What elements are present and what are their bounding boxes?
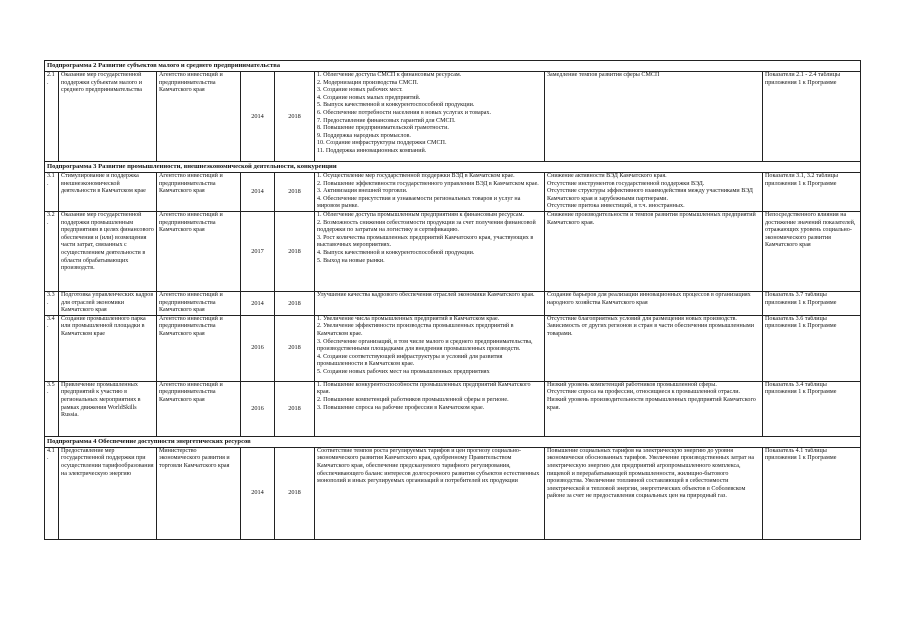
consequence-line: Создание барьеров для реализации инновационных процессов в организациях народного хозяйства Камчатского края — [547, 291, 751, 306]
result-line: 11. Поддержка инновационных компаний. — [317, 147, 427, 154]
result-line: 1. Облегчение доступа СМСП к финансовым ресурсам. — [317, 72, 462, 78]
measure-name: Стимулирование и поддержка внешнеэкономической деятельности в Камчатском крае — [59, 173, 157, 212]
consequence-line: Отсутствие инструментов государственной поддержки ВЭД. — [547, 180, 705, 187]
result-line: 5. Выход на новые рынки. — [317, 257, 385, 264]
start-year: 2016 — [241, 381, 275, 436]
measure-number: 3.4. — [45, 315, 59, 381]
result-line: 5. Создание новых рабочих мест на промышленных предприятиях — [317, 368, 490, 375]
end-year: 2018 — [275, 173, 315, 212]
indicator-link: Показатели 2.1 - 2.4 таблицы приложения 1 к Программе — [763, 72, 861, 162]
result-line: 2. Повышение компетенций работников промышленной сферы в регионе. — [317, 396, 509, 403]
result-line: 6. Обеспечение потребности населения в новых услугах и товарах. — [317, 109, 491, 116]
consequences-of-non-implementation — [545, 381, 763, 436]
consequence-line: Снижение производительности и темпов развития промышленных предприятий Камчатского края. — [547, 211, 756, 226]
consequence-line: Отсутствие спроса на профессии, относящиеся к промышленной отрасли. Низкий уровень производительности промышленных предприятий Камчатского края. — [547, 389, 756, 411]
result-line: 1. Увеличение числа промышленных предприятий в Камчатском крае. — [317, 315, 500, 322]
start-year: 2017 — [241, 211, 275, 291]
consequences-of-non-implementation — [545, 72, 763, 162]
measure-name: Создание промышленного парка или промышленной площадки в Камчатском крае — [59, 315, 157, 381]
measure-name: Предоставление мер государственной поддержки при осуществлении тарифообразования на электрическую энергию — [59, 447, 157, 539]
indicator-link: Показатели 3.1, 3.2 таблицы приложения 1 к Программе — [763, 173, 861, 212]
program-measures-document — [44, 60, 860, 540]
subprogram-title: Подпрограмма 4 Обеспечение доступности энергетических ресурсов — [45, 436, 861, 447]
measures-table — [44, 60, 861, 540]
result-line: Соответствие темпов роста регулируемых тарифов и цен прогнозу социально-экономического развития Камчатского края, одобренному Правительством Камчатского края, обеспечение предсказуемого тарифного регулирования, обеспечивающего баланс интересов долгосрочного развития субъектов естественных монополий и иных регулируемых организаций и потребителей их продукции — [317, 447, 540, 485]
consequence-line: Отсутствие благоприятных условий для размещения новых производств. Зависимость от других регионов и стран в части обеспечения промышленными товарами. — [547, 315, 754, 337]
indicator-link: Показатель 4.1 таблицы приложения 1 к Программе — [763, 447, 861, 539]
start-year: 2016 — [241, 315, 275, 381]
consequences-of-non-implementation — [545, 447, 763, 539]
result-line: 2. Повышение эффективности государственного управления ВЭД в Камчатском крае. — [317, 180, 539, 187]
measure-name: Оказание мер государственной поддержки промышленным предприятиям в целях финансового обеспечения и (или) возмещения части затрат, связанных с осуществлением деятельности в области обрабатывающих производств. — [59, 211, 157, 291]
measure-number: 4.1. — [45, 447, 59, 539]
consequence-line: Повышение социальных тарифов на электрическую энергию до уровня экономически обоснованных тарифов. Увеличение производственных затрат на электрическую энергию для предприятий агропромышленного комплекса, пищевой и перерабатывающей промышленности, жилищно-бытового производства. Увеличение топливной составляющей в себестоимости электрической и тепловой энергии, энергетических объектов в Соболевском районе за счет не предоставления социальных цен на природный газ. — [547, 447, 755, 500]
start-year: 2014 — [241, 173, 275, 212]
subprogram-header-row — [45, 436, 861, 447]
expected-results — [315, 381, 545, 436]
consequence-line: Отсутствие притока инвестиций, в т.ч. иностранных. — [547, 203, 685, 210]
result-line: 3. Повышение спроса на рабочие профессии в Камчатском крае. — [317, 404, 485, 411]
result-line: 3. Рост количества промышленных предприятий Камчатского края, участвующих в выставочных мероприятиях. — [317, 234, 534, 249]
start-year: 2014 — [241, 72, 275, 162]
expected-results — [315, 291, 545, 315]
result-line: 2. Модернизация производства СМСП. — [317, 79, 419, 86]
consequence-line: Отсутствие структуры эффективного взаимодействия между участниками ВЭД Камчатского края и зарубежными партнерами. — [547, 188, 753, 202]
result-line: 4. Создание соответствующей инфраструктуры и условий для развития промышленности в Камчатском крае. — [317, 353, 503, 368]
result-line: 1. Облегчение доступа промышленным предприятиям к финансовым ресурсам. — [317, 211, 524, 218]
expected-results — [315, 315, 545, 381]
result-line: 1. Повышение конкурентоспособности промышленных предприятий Камчатского края. — [317, 381, 531, 396]
table-row — [45, 211, 861, 291]
result-line: 7. Предоставление финансовых гарантий для СМСП. — [317, 117, 456, 124]
expected-results — [315, 173, 545, 212]
indicator-link: Непосредственного влияния на достижение значений показателей, отражающих уровень социально-экономического развития Камчатского края — [763, 211, 861, 291]
result-line: 3. Обеспечение организаций, в том числе малого и среднего предпринимательства, производственными площадками для внедрения промышленных производств. — [317, 338, 533, 353]
result-line: Улучшение качества кадрового обеспечения отраслей экономики Камчатского края. — [317, 291, 535, 298]
table-row — [45, 72, 861, 162]
responsible-executor: Агентство инвестиций и предпринимательства Камчатского края — [157, 291, 241, 315]
end-year: 2018 — [275, 315, 315, 381]
indicator-link: Показатель 3.6 таблицы приложения 1 к Программе — [763, 315, 861, 381]
result-line: 9. Поддержка народных промыслов. — [317, 132, 411, 139]
consequences-of-non-implementation — [545, 211, 763, 291]
result-line: 4. Создание новых малых предприятий. — [317, 94, 421, 101]
responsible-executor: Агентство инвестиций и предпринимательства Камчатского края — [157, 315, 241, 381]
consequences-of-non-implementation — [545, 173, 763, 212]
table-row — [45, 291, 861, 315]
end-year: 2018 — [275, 447, 315, 539]
measure-name: Привлечение промышленных предприятий к участию в региональных мероприятиях в рамках движения WorldSkills Russia. — [59, 381, 157, 436]
table-row — [45, 381, 861, 436]
consequence-line: Низкий уровень компетенций работников промышленной сферы. — [547, 381, 717, 388]
expected-results — [315, 72, 545, 162]
measure-number: 3.1. — [45, 173, 59, 212]
result-line: 10. Создание инфраструктуры поддержки СМСП. — [317, 140, 447, 147]
end-year: 2018 — [275, 211, 315, 291]
end-year: 2018 — [275, 72, 315, 162]
measure-number: 3.2. — [45, 211, 59, 291]
result-line: 3. Активизация внешней торговли. — [317, 188, 408, 195]
indicator-link: Показатель 3.4 таблицы приложения 1 к Программе — [763, 381, 861, 436]
result-line: 5. Выпуск качественной и конкурентоспособной продукции. — [317, 102, 475, 109]
end-year: 2018 — [275, 381, 315, 436]
responsible-executor: Агентство инвестиций и предпринимательства Камчатского края — [157, 211, 241, 291]
consequences-of-non-implementation — [545, 315, 763, 381]
table-row — [45, 315, 861, 381]
responsible-executor: Агентство инвестиций и предпринимательства Камчатского края — [157, 173, 241, 212]
result-line: 2. Возможность снижения себестоимости продукции за счет получения финансовой поддержки по затратам на логистику и сертификацию. — [317, 219, 536, 234]
measure-name: Оказание мер государственной поддержки субъектам малого и среднего предпринимательства — [59, 72, 157, 162]
responsible-executor: Министерство экономического развития и торговли Камчатского края — [157, 447, 241, 539]
expected-results — [315, 447, 545, 539]
subprogram-title: Подпрограмма 2 Развитие субъектов малого и среднего предпринимательства — [45, 61, 861, 72]
subprogram-header-row — [45, 162, 861, 173]
result-line: 1. Осуществление мер государственной поддержки ВЭД в Камчатском крае. — [317, 173, 515, 179]
result-line: 4. Выпуск качественной и конкурентоспособной продукции. — [317, 249, 475, 256]
responsible-executor: Агентство инвестиций и предпринимательства Камчатского края — [157, 72, 241, 162]
consequence-line: Снижение активности ВЭД Камчатского края. — [547, 173, 667, 179]
responsible-executor: Агентство инвестиций и предпринимательства Камчатского края — [157, 381, 241, 436]
result-line: 8. Повышение предпринимательской грамотности. — [317, 125, 449, 132]
measure-number: 3.5. — [45, 381, 59, 436]
indicator-link: Показатель 3.7 таблицы приложения 1 к Программе — [763, 291, 861, 315]
result-line: 3. Создание новых рабочих мест. — [317, 87, 403, 94]
consequences-of-non-implementation — [545, 291, 763, 315]
result-line: 4. Обеспечение присутствия и узнаваемости региональных товаров и услуг на мировом рынке. — [317, 195, 521, 210]
result-line: 2. Увеличение эффективности производства промышленных предприятий в Камчатском крае. — [317, 323, 514, 337]
measure-number: 2.1. — [45, 72, 59, 162]
table-row — [45, 447, 861, 539]
subprogram-header-row — [45, 61, 861, 72]
subprogram-title: Подпрограмма 3 Развитие промышленности, внешнеэкономической деятельности, конкуренции — [45, 162, 861, 173]
start-year: 2014 — [241, 447, 275, 539]
table-row — [45, 173, 861, 212]
expected-results — [315, 211, 545, 291]
measure-name: Подготовка управленческих кадров для отраслей экономики Камчатского края — [59, 291, 157, 315]
end-year: 2018 — [275, 291, 315, 315]
consequence-line: Замедление темпов развития сферы СМСП — [547, 72, 660, 78]
start-year: 2014 — [241, 291, 275, 315]
measures-table-body — [45, 61, 861, 540]
measure-number: 3.3. — [45, 291, 59, 315]
